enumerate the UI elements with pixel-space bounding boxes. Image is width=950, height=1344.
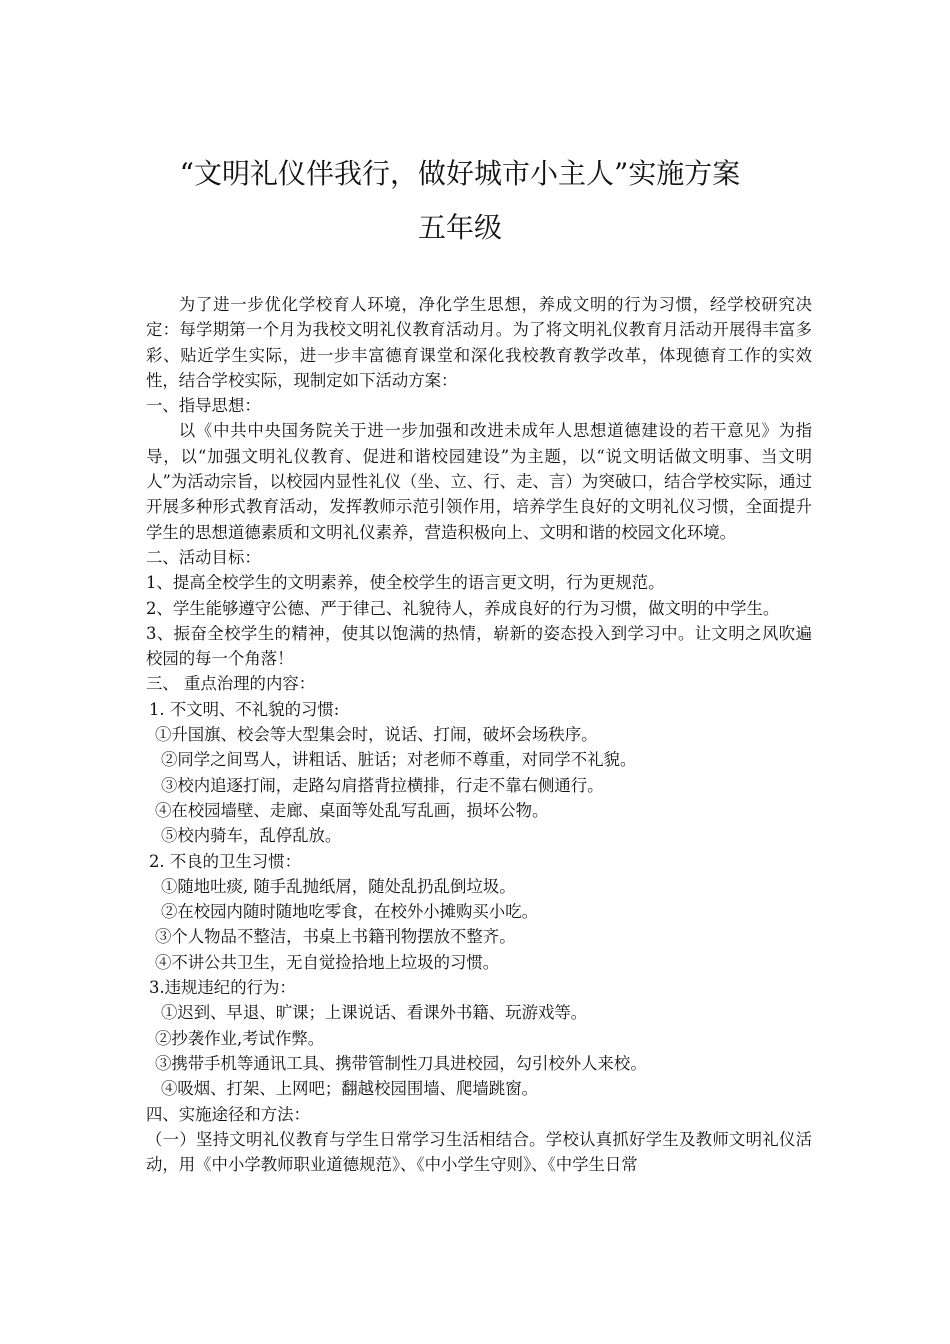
governance-item: ⑤校内骑车，乱停乱放。 [161, 826, 342, 846]
governance-group-title: 3.违规违纪的行为： [149, 978, 296, 998]
governance-item: ②抄袭作业,考试作弊。 [155, 1028, 325, 1048]
goal-item: 3、振奋全校学生的精神，使其以饱满的热情，崭新的姿态投入到学习中。让文明之风吹遍校园的每一个角落！ [146, 623, 812, 669]
governance-item: ③携带手机等通讯工具、携带管制性刀具进校园，勾引校外人来校。 [155, 1053, 647, 1073]
document-body [146, 292, 812, 1177]
section-heading-key-governance: 三、 重点治理的内容： [146, 674, 316, 694]
goal-item: 1、提高全校学生的文明素养，使全校学生的语言更文明，行为更规范。 [146, 573, 665, 593]
guiding-ideology-paragraph: 以《中共中央国务院关于进一步加强和改进未成年人思想道德建设的若干意见》为指导，以“加强文明礼仪教育、促进和谐校园建设”为主题，以“说文明话做文明事、当文明人”为活动宗旨，以校园内显性礼仪（坐、立、行、走、言）为突破口，结合学校实际，通过开展多种形式教育活动，发挥教师示范引领作用，培养学生良好的文明礼仪习惯，全面提升学生的思想道德素质和文明礼仪素养，营造积极向上、文明和谐的校园文化环境。 [146, 421, 812, 542]
governance-item: ②在校园内随时随地吃零食，在校外小摊购买小吃。 [161, 902, 538, 922]
governance-group-title: 1. 不文明、不礼貌的习惯: [149, 699, 340, 719]
document-title: “文明礼仪伴我行，做好城市小主人”实施方案 [179, 157, 741, 190]
governance-item: ④吸烟、打架、上网吧；翻越校园围墙、爬墙跳窗。 [161, 1079, 538, 1099]
section-heading-guiding-ideology: 一、指导思想： [146, 396, 261, 416]
governance-item: ④在校园墙壁、走廊、桌面等处乱写乱画，损坏公物。 [155, 800, 549, 820]
governance-item: ②同学之间骂人，讲粗话、脏话；对老师不尊重，对同学不礼貌。 [161, 750, 637, 770]
intro-paragraph: 为了进一步优化学校育人环境，净化学生思想，养成文明的行为习惯，经学校研究决定：每学期第一个月为我校文明礼仪教育活动月。为了将文明礼仪教育月活动开展得丰富多彩、贴近学生实际，进一步丰富德育课堂和深化我校教育教学改革，体现德育工作的实效性，结合学校实际，现制定如下活动方案： [146, 295, 812, 390]
section-heading-activity-goals: 二、活动目标： [146, 547, 261, 567]
governance-group-title: 2. 不良的卫生习惯： [149, 851, 301, 871]
document-subtitle: 五年级 [417, 211, 502, 244]
governance-item: ①迟到、早退、旷课；上课说话、看课外书籍、玩游戏等。 [161, 1003, 588, 1023]
goal-item: 2、学生能够遵守公德、严于律己、礼貌待人，养成良好的行为习惯，做文明的中学生。 [146, 598, 780, 618]
governance-item: ①随地吐痰, 随手乱抛纸屑，随处乱扔乱倒垃圾。 [161, 876, 516, 896]
governance-item: ①升国旗、校会等大型集会时，说话、打闹，破坏会场秩序。 [155, 725, 598, 745]
section-heading-implementation: 四、实施途径和方法： [146, 1104, 310, 1124]
governance-item: ④不讲公共卫生，无自觉捡拾地上垃圾的习惯。 [155, 952, 500, 972]
governance-item: ③个人物品不整洁，书桌上书籍刊物摆放不整齐。 [155, 927, 516, 947]
implementation-paragraph: （一）坚持文明礼仪教育与学生日常学习生活相结合。学校认真抓好学生及教师文明礼仪活动，用《中小学教师职业道德规范》、《中小学生守则》、《中学生日常 [146, 1129, 812, 1175]
governance-item: ③校内追逐打闹，走路勾肩搭背拉横排，行走不靠右侧通行。 [161, 775, 604, 795]
